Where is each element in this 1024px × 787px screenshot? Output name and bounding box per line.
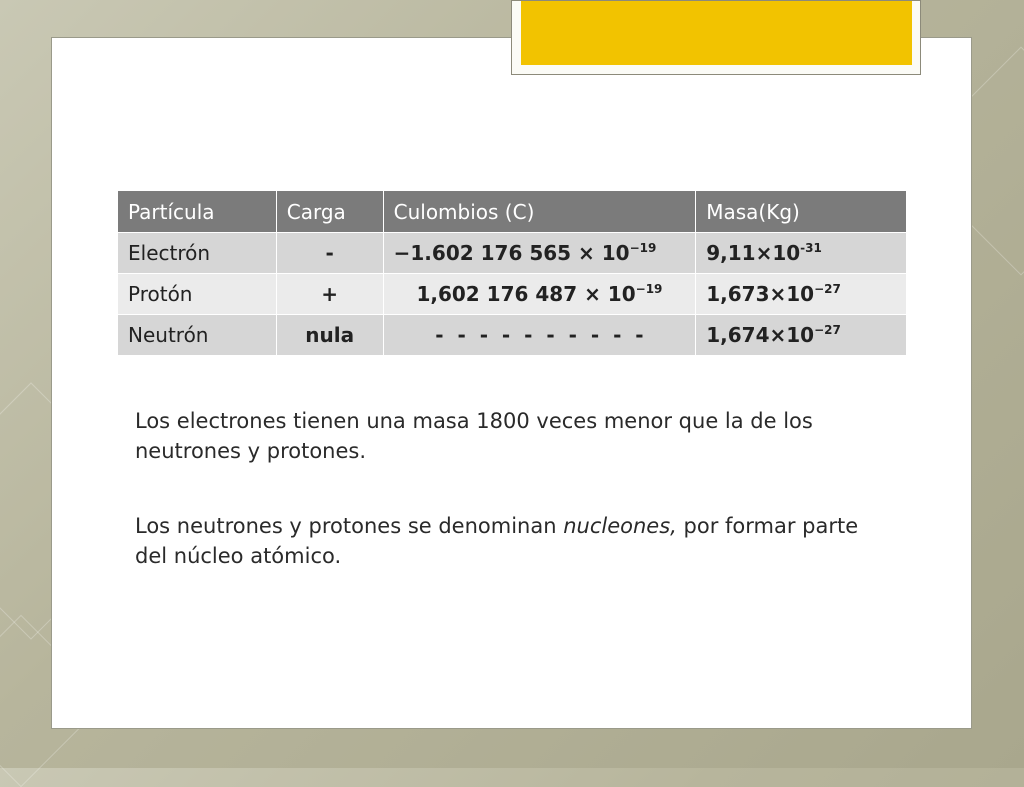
coulombs-exponent: −19 — [629, 241, 657, 255]
header-mass: Masa(Kg) — [696, 191, 907, 233]
mass-exponent: -31 — [800, 241, 822, 255]
cell-coulombs — [383, 233, 696, 274]
cell-coulombs — [383, 315, 696, 356]
cell-particle: Neutrón — [118, 315, 277, 356]
mass-base: 9,11×10 — [706, 241, 801, 265]
title-placeholder[interactable] — [511, 0, 921, 75]
header-particle: Partícula — [118, 191, 277, 233]
table-row — [118, 315, 907, 356]
paragraph-electron-mass: Los electrones tienen una masa 1800 veces menor que la de los neutrones y protones. — [135, 409, 813, 463]
particles-table — [117, 190, 907, 356]
header-coulombs: Culombios (C) — [383, 191, 696, 233]
cell-charge: nula — [276, 315, 383, 356]
cell-mass — [696, 233, 907, 274]
paragraph-nucleons-term: nucleones, — [563, 514, 677, 538]
coulombs-dashes: - - - - - - - - - - — [435, 323, 644, 347]
mass-exponent: −27 — [814, 323, 841, 337]
cell-coulombs — [383, 274, 696, 315]
cell-mass — [696, 315, 907, 356]
coulombs-exponent: −19 — [635, 282, 663, 296]
mass-base: 1,674×10 — [706, 323, 815, 347]
table-row — [118, 233, 907, 274]
paragraph-nucleons-end: por formar parte del núcleo atómico. — [135, 514, 859, 568]
cell-mass — [696, 274, 907, 315]
paragraph-nucleons — [135, 511, 875, 571]
slide-content-area — [51, 37, 972, 729]
cell-charge: - — [276, 233, 383, 274]
coulombs-base: 1,602 176 487 × 10 — [416, 282, 636, 306]
title-accent-bar — [521, 1, 912, 65]
coulombs-base: −1.602 176 565 × 10 — [393, 241, 630, 265]
cell-charge: + — [276, 274, 383, 315]
paragraph-nucleons-start: Los neutrones y protones se denominan — [135, 514, 564, 538]
table-row — [118, 274, 907, 315]
table-header-row — [118, 191, 907, 233]
mass-exponent: −27 — [814, 282, 841, 296]
mass-base: 1,673×10 — [706, 282, 815, 306]
cell-particle: Electrón — [118, 233, 277, 274]
header-charge: Carga — [276, 191, 383, 233]
cell-particle: Protón — [118, 274, 277, 315]
